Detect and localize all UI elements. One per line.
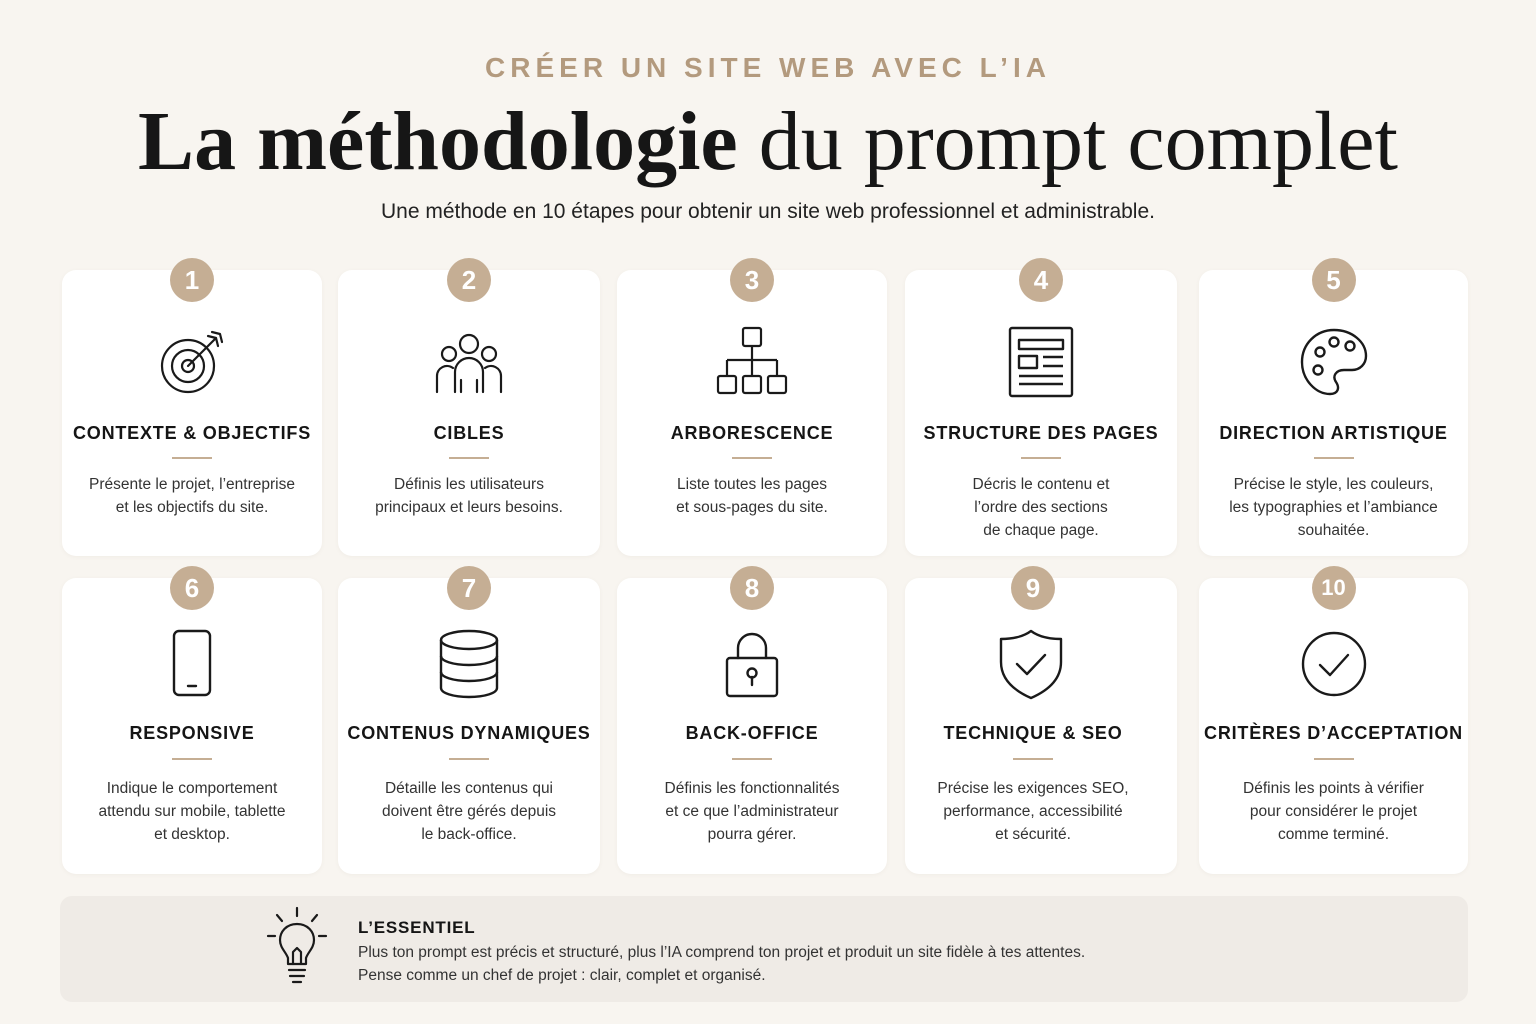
check-circle-icon [1298,628,1370,700]
step-description [917,473,1165,542]
title-strong: La méthodologie [138,95,738,188]
step-title: STRUCTURE DES PAGES [923,423,1159,443]
step-title: DIRECTION ARTISTIQUE [1219,423,1448,443]
step-card-3 [617,264,887,556]
description-line: performance, accessibilité [943,803,1123,820]
lightbulb-icon [264,906,330,986]
step-card-6 [62,572,322,874]
description-line: comme terminé. [1277,826,1390,843]
description-line: attendu sur mobile, tablette [98,803,286,820]
step-description [74,473,310,519]
title-underline [172,457,212,459]
description-line: le back-office. [421,826,517,843]
description-line: et sous-pages du site. [676,499,828,516]
essentiel-title: L’ESSENTIEL [358,918,476,937]
title-underline [732,758,772,760]
description-line: souhaitée. [1297,522,1370,539]
title-underline [1314,758,1354,760]
users-icon [433,326,505,398]
essentiel-line-2: Pense comme un chef de projet : clair, complet et organisé. [358,967,766,984]
title-underline [1013,758,1053,760]
description-line: Définis les fonctionnalités [664,780,840,797]
essentiel-line-1: Plus ton prompt est précis et structuré, plus l’IA comprend ton projet et produit un site fidèle à tes attentes. [358,944,1086,961]
description-line: Définis les points à vérifier [1243,780,1424,797]
shield-check-icon [995,628,1067,700]
eyebrow-heading: CRÉER UN SITE WEB AVEC L’IA [485,52,1051,83]
lock-icon [716,628,788,700]
step-number-badge: 1 [170,258,214,302]
title-underline [449,457,489,459]
step-card-1 [62,264,322,556]
step-card-7 [338,572,600,874]
description-line: Précise les exigences SEO, [937,780,1129,797]
description-line: Indique le comportement [106,780,278,797]
title-underline [732,457,772,459]
step-card-2 [338,264,600,556]
step-number-badge: 5 [1312,258,1356,302]
page-title [0,95,1536,188]
description-line: et les objectifs du site. [115,499,269,516]
description-line: et sécurité. [995,826,1071,843]
step-card-4 [905,264,1177,556]
title-rest: du prompt complet [758,95,1398,188]
database-icon [433,628,505,700]
step-card-9 [905,572,1177,874]
page-subtitle: Une méthode en 10 étapes pour obtenir un site web professionnel et administrable. [381,200,1155,223]
step-number-badge: 7 [447,566,491,610]
description-line: Liste toutes les pages [677,476,827,493]
description-line: Présente le projet, l’entreprise [89,476,295,493]
page-layout-icon [1005,326,1077,398]
description-line: de chaque page. [983,522,1099,539]
step-title: RESPONSIVE [129,723,255,743]
step-number-badge: 10 [1312,566,1356,610]
title-underline [172,758,212,760]
step-description [1211,473,1456,542]
step-card-8 [617,572,887,874]
step-description [629,473,875,519]
step-title: CONTEXTE & OBJECTIFS [72,423,312,443]
description-line: et ce que l’administrateur [665,803,839,820]
step-description [350,777,588,846]
step-number-badge: 3 [730,258,774,302]
description-line: Précise le style, les couleurs, [1233,476,1434,493]
step-number-badge: 6 [170,566,214,610]
step-card-10 [1199,575,1468,874]
step-title: CONTENUS DYNAMIQUES [347,723,591,743]
title-underline [1021,457,1061,459]
step-description [1211,777,1456,846]
step-number-badge: 4 [1019,258,1063,302]
step-number-badge: 8 [730,566,774,610]
step-description [74,777,310,846]
description-line: pour considérer le projet [1249,803,1418,820]
description-line: doivent être gérés depuis [381,803,557,820]
step-description [909,777,1157,846]
description-line: principaux et leurs besoins. [375,499,563,516]
step-title: ARBORESCENCE [670,423,834,443]
description-line: Détaille les contenus qui [384,780,554,797]
sitemap-icon [716,326,788,398]
description-line: pourra gérer. [707,826,797,843]
smartphone-icon [156,628,228,700]
step-title: CIBLES [433,423,505,443]
target-icon [156,326,228,398]
description-line: les typographies et l’ambiance [1229,499,1438,516]
description-line: Définis les utilisateurs [394,476,544,493]
description-line: Décris le contenu et [972,476,1110,493]
description-line: et desktop. [154,826,230,843]
description-line: l’ordre des sections [974,499,1108,516]
step-description [350,473,588,519]
step-card-5 [1199,264,1468,556]
step-title: BACK-OFFICE [685,723,819,743]
step-title: CRITÈRES D’ACCEPTATION [1204,723,1463,743]
palette-icon [1298,326,1370,398]
step-description [629,777,875,846]
step-number-badge: 2 [447,258,491,302]
step-title: TECHNIQUE & SEO [943,723,1123,743]
step-number-badge: 9 [1011,566,1055,610]
title-underline [449,758,489,760]
title-underline [1314,457,1354,459]
